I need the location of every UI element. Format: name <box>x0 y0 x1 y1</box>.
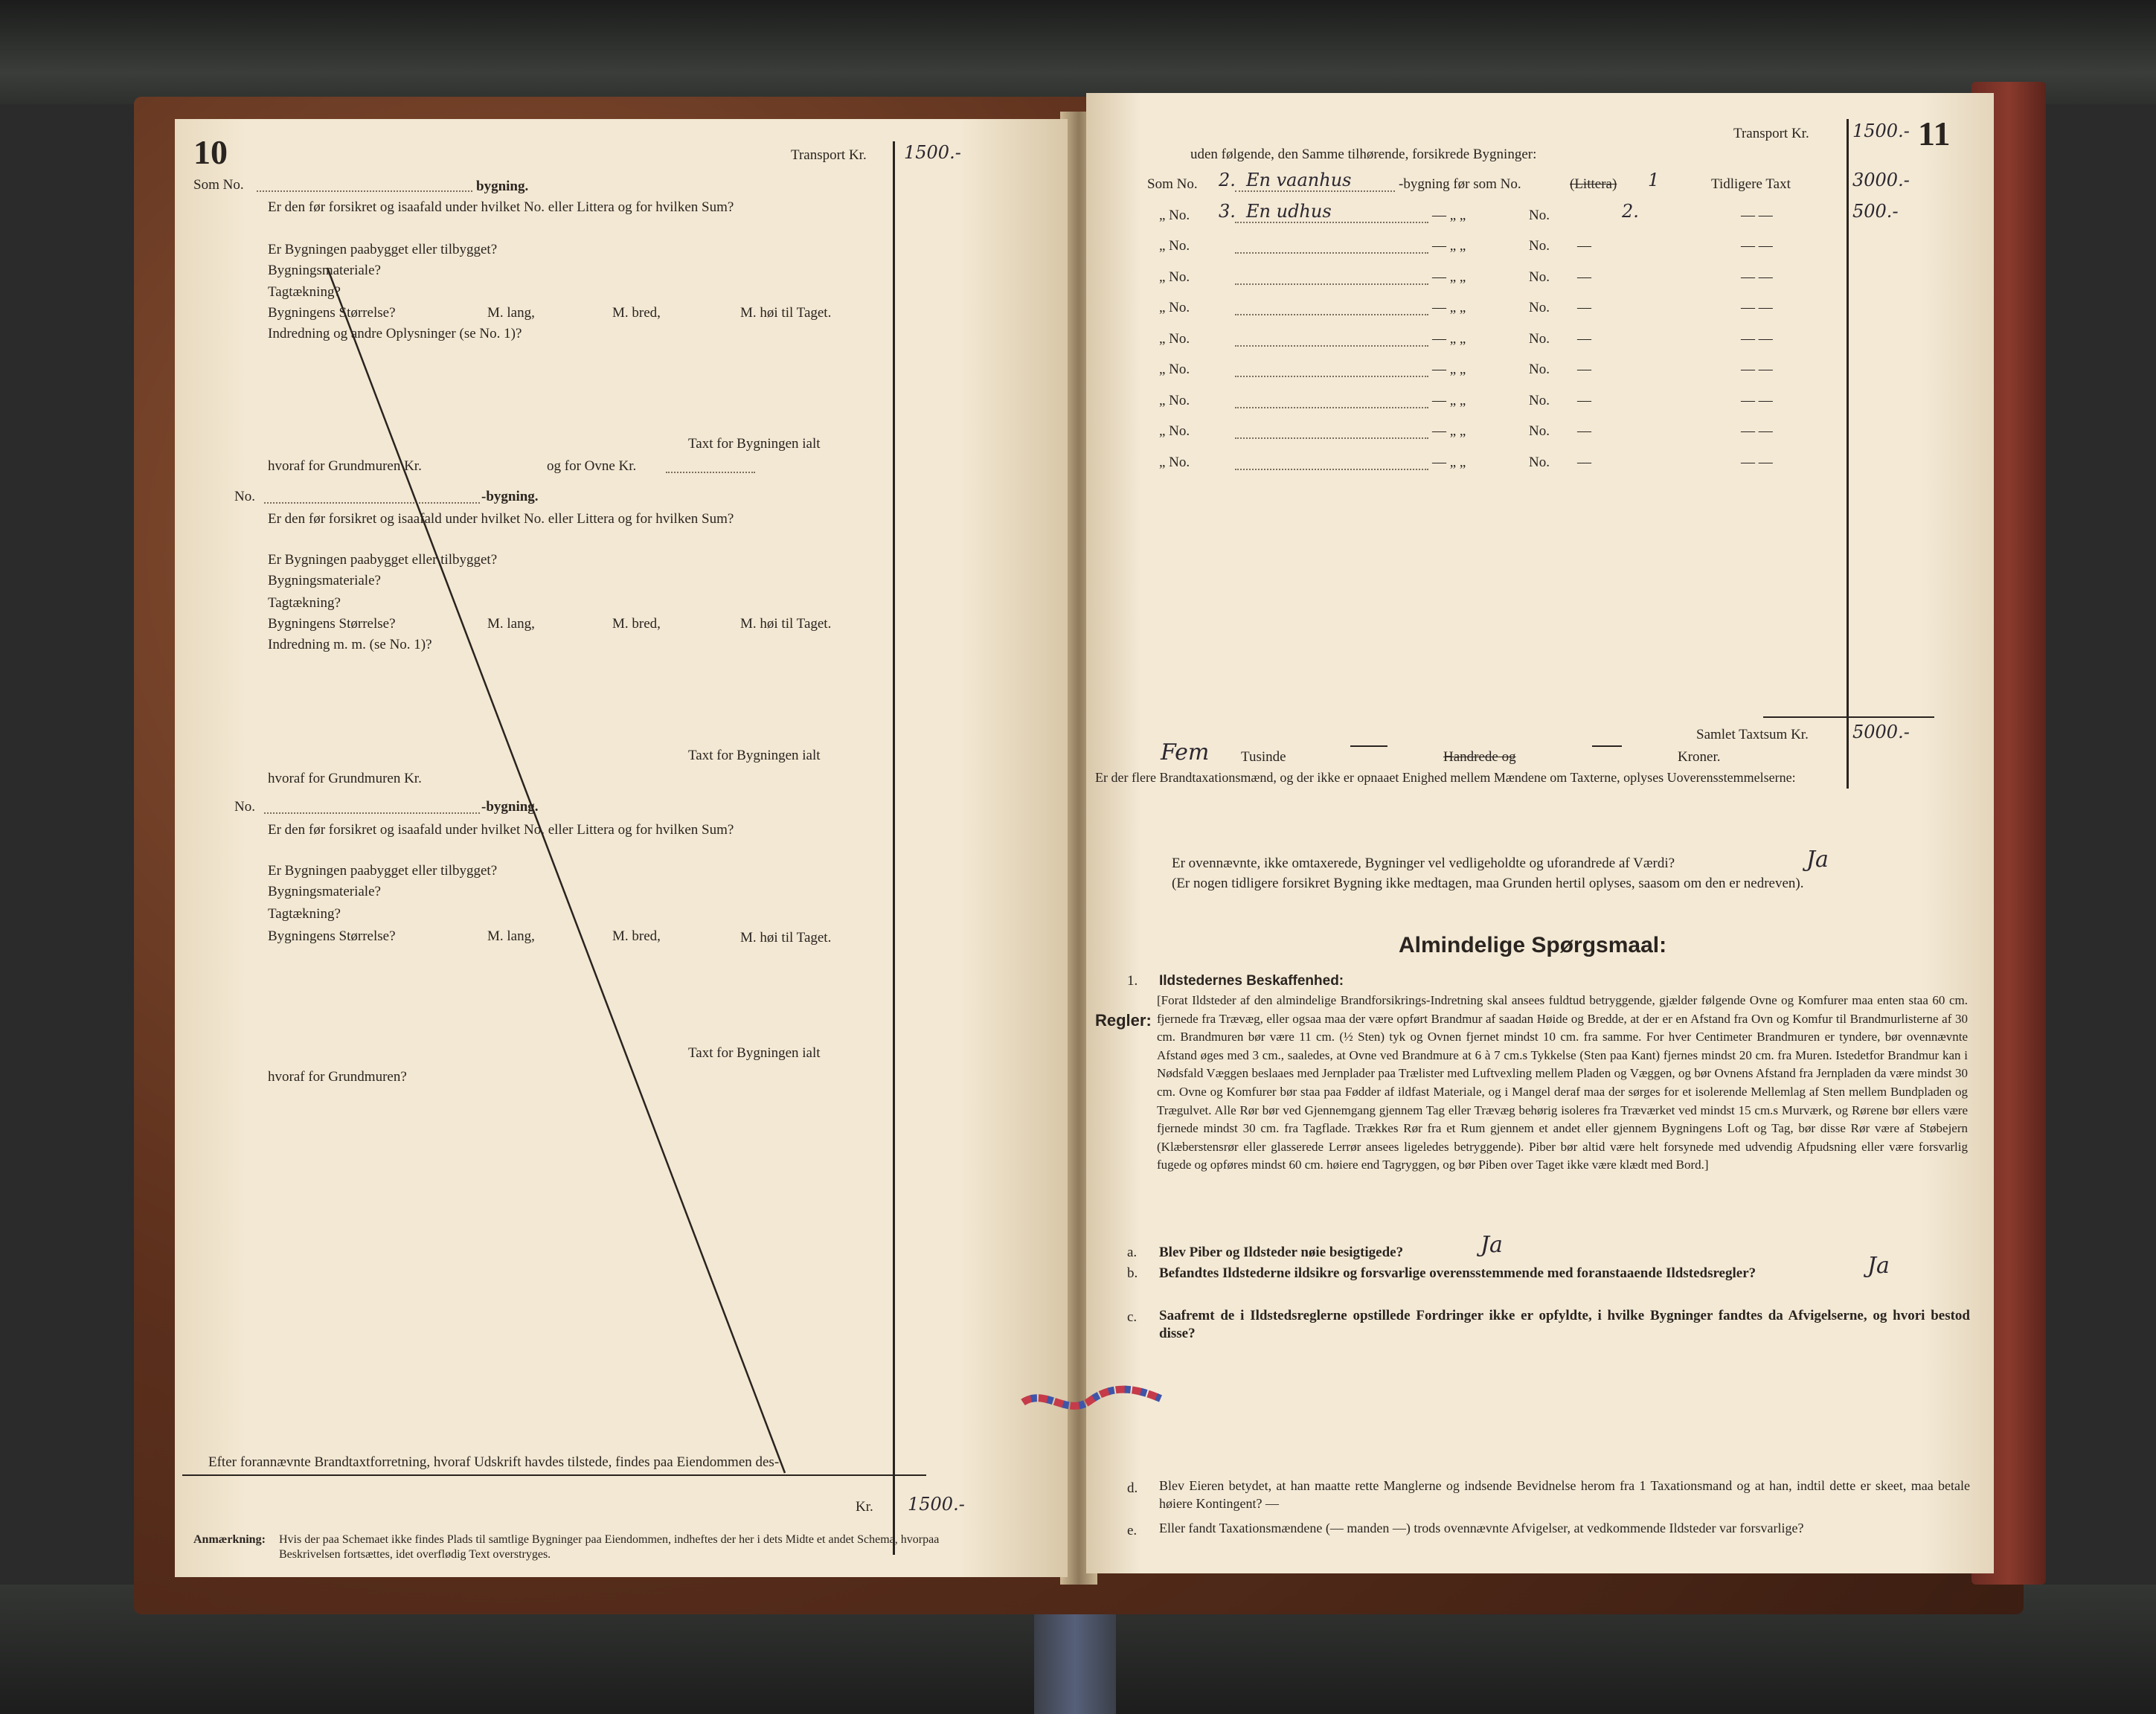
entry2-q-storrelse: Bygningens Størrelse? <box>268 616 396 632</box>
kr-label-left: Kr. <box>856 1499 873 1515</box>
row-prev-no: — <box>1577 331 1591 347</box>
row-blank-line <box>1235 407 1428 408</box>
transport-value-left: 1500.- <box>904 142 961 163</box>
row-prev-no: — <box>1577 455 1591 470</box>
row-blank-line <box>1235 437 1428 439</box>
row-suffix: — „ „ <box>1432 423 1466 439</box>
entry1-som-no: Som No. <box>193 177 244 193</box>
left-page <box>175 119 1068 1577</box>
row-littera: No. <box>1529 455 1550 470</box>
qa-label: a. <box>1127 1245 1138 1260</box>
entry3-hoi: M. høi til Taget. <box>740 930 832 946</box>
row-amount: 500.- <box>1852 201 1899 222</box>
row-tidl: — — <box>1741 362 1773 377</box>
row-number: 2. <box>1219 170 1236 190</box>
row-littera: No. <box>1529 331 1550 347</box>
note-text: Hvis der paa Schemaet ikke findes Plads til samtlige Bygninger paa Eiendommen, indheftes der her i dets Midte et andet Schema, hvorpaa Beskrivelsen fortsættes, idet overflødig Text overstryges. <box>279 1533 940 1561</box>
entry3-q-forsikret: Er den før forsikret og isaafald under hvilket No. eller Littera og for hvilken Sum? <box>268 822 734 838</box>
row-suffix: — „ „ <box>1432 362 1466 377</box>
row-description: En udhus <box>1246 201 1332 222</box>
section-title: Almindelige Spørgsmaal: <box>1399 933 1667 957</box>
qa-text: Blev Piber og Ildsteder nøie besigtigede? <box>1159 1245 1404 1260</box>
qb-text: Befandtes Ildstederne ildsikre og forsvarlige overensstemmende med foranstaaende Ildstedsregler? <box>1159 1265 1756 1281</box>
row-prefix: „ No. <box>1159 300 1190 315</box>
entry2-q-material: Bygningsmateriale? <box>268 573 381 588</box>
row-tidl: — — <box>1741 423 1773 439</box>
row-suffix: — „ „ <box>1432 331 1466 347</box>
intro-text: uden følgende, den Samme tilhørende, forsikrede Bygninger: <box>1190 147 1537 162</box>
row-tidl: — — <box>1741 269 1773 285</box>
entry1-hvoraf: hvoraf for Grundmuren Kr. <box>268 458 422 474</box>
entry3-q-material: Bygningsmateriale? <box>268 884 381 899</box>
row-littera: No. <box>1529 238 1550 254</box>
row-prefix: „ No. <box>1159 423 1190 439</box>
row-blank-line <box>1235 376 1428 377</box>
row-suffix: — „ „ <box>1432 455 1466 470</box>
row-suffix: — „ „ <box>1432 208 1466 223</box>
transport-label-right: Transport Kr. <box>1733 126 1809 141</box>
dash1 <box>1350 745 1387 747</box>
entry3-no: No. <box>234 799 255 815</box>
entry2-hvoraf: hvoraf for Grundmuren Kr. <box>268 771 422 786</box>
entry3-hvoraf: hvoraf for Grundmuren? <box>268 1069 407 1085</box>
entry2-q-tag: Tagtækning? <box>268 595 341 611</box>
tusinde-label: Tusinde <box>1241 749 1286 765</box>
row-number: 3. <box>1219 201 1236 222</box>
qb-answer: Ja <box>1867 1253 1890 1279</box>
row-blank-line <box>1235 252 1428 254</box>
row-littera: No. <box>1529 208 1550 223</box>
kr-value-left: 1500.- <box>908 1494 965 1515</box>
transport-value-right: 1500.- <box>1852 121 1910 141</box>
words-thousands: Fem <box>1161 739 1210 765</box>
entry1-hoi: M. høi til Taget. <box>740 305 832 321</box>
row-blank-line <box>1235 283 1428 285</box>
entry1-q-tag: Tagtækning? <box>268 284 341 300</box>
row-tidl: — — <box>1741 331 1773 347</box>
entry1-ovne: og for Ovne Kr. <box>547 458 637 474</box>
entry1-bred: M. bred, <box>612 305 661 321</box>
entry1-q-forsikret: Er den før forsikret og isaafald under hvilket No. eller Littera og for hvilken Sum? <box>268 199 734 215</box>
vedlige-answer: Ja <box>1806 847 1829 873</box>
row-prefix: Som No. <box>1147 176 1198 192</box>
row-prev-no: — <box>1577 300 1591 315</box>
row-prev-no: — <box>1577 238 1591 254</box>
entry3-q-tag: Tagtækning? <box>268 906 341 922</box>
background-top <box>0 0 2156 104</box>
row-prev-no: — <box>1577 362 1591 377</box>
samlet-value: 5000.- <box>1852 722 1910 742</box>
samlet-label: Samlet Taxtsum Kr. <box>1696 727 1809 742</box>
entry3-taxt: Taxt for Bygningen ialt <box>688 1045 821 1061</box>
row-prev-no: — <box>1577 269 1591 285</box>
entry1-q-indredning: Indredning og andre Oplysninger (se No. 1)? <box>268 326 522 341</box>
entry2-taxt: Taxt for Bygningen ialt <box>688 748 821 763</box>
row-littera: No. <box>1529 423 1550 439</box>
note-label: Anmærkning: <box>193 1533 266 1546</box>
hundrede-label: Handrede og <box>1443 749 1516 765</box>
row-tidl: — — <box>1741 393 1773 408</box>
entry2-q-paabygget: Er Bygningen paabygget eller tilbygget? <box>268 552 498 568</box>
row-tidl: — — <box>1741 238 1773 254</box>
closing-rule <box>182 1474 926 1476</box>
row-prev-no: — <box>1577 393 1591 408</box>
row-suffix: -bygning før som No. <box>1399 176 1521 192</box>
qb-label: b. <box>1127 1265 1138 1281</box>
entry2-lang: M. lang, <box>487 616 535 632</box>
row-blank-line <box>1235 190 1395 192</box>
row-prefix: „ No. <box>1159 269 1190 285</box>
qe-label: e. <box>1127 1523 1138 1538</box>
row-prefix: „ No. <box>1159 362 1190 377</box>
row-prev-no: 1 <box>1648 170 1660 190</box>
entry3-lang: M. lang, <box>487 928 535 944</box>
uenighed-text: Er der flere Brandtaxationsmænd, og der ikke er opnaaet Enighed mellem Mændene om Taxterne, oplyses Uoverensstemmelserne: <box>1095 770 1796 785</box>
row-prev-no: — <box>1577 423 1591 439</box>
row-prefix: „ No. <box>1159 331 1190 347</box>
row-littera: No. <box>1529 300 1550 315</box>
entry1-q-material: Bygningsmateriale? <box>268 263 381 278</box>
row-prefix: „ No. <box>1159 238 1190 254</box>
page-number-left: 10 <box>193 133 228 171</box>
entry2-q-indredning: Indredning m. m. (se No. 1)? <box>268 637 432 652</box>
entry2-bygning: -bygning. <box>481 489 539 504</box>
qd-label: d. <box>1127 1480 1138 1496</box>
closing-text: Efter forannævnte Brandtaxtforretning, hvoraf Udskrift havdes tilstede, findes paa Eiendommen des- <box>208 1454 780 1470</box>
row-blank-line <box>1235 314 1428 315</box>
entry3-q-storrelse: Bygningens Størrelse? <box>268 928 396 944</box>
row-suffix: — „ „ <box>1432 269 1466 285</box>
entry1-q-storrelse: Bygningens Størrelse? <box>268 305 396 321</box>
row-suffix: — „ „ <box>1432 393 1466 408</box>
entry2-q-forsikret: Er den før forsikret og isaafald under hvilket No. eller Littera og for hvilken Sum? <box>268 511 734 527</box>
row-description: En vaanhus <box>1246 170 1352 190</box>
row-tidl: — — <box>1741 455 1773 470</box>
qc-label: c. <box>1127 1309 1138 1325</box>
entry2-hoi: M. høi til Taget. <box>740 616 832 632</box>
entry1-bygning: bygning. <box>476 179 529 194</box>
transport-label-left: Transport Kr. <box>791 147 867 163</box>
row-suffix: — „ „ <box>1432 238 1466 254</box>
rules-text: [Forat Ildsteder af den almindelige Brandforsikrings-Indretning skal ansees fuldtud betryggende, gjælder følgende Ovne og Komfurer maa enten staa 60 cm. fjernede fra Trævæg, eller ogsaa maa der være opført Brandmur af saadan Høide og Bredde, at der er en Afstand fra Ovn og Komfur til Brandmurlisterne af 30 cm. Brandmuren bør være 11 cm. (½ Sten) tyk og Ovnen fjernet mindst 10 cm. fra samme. For hver Centimeter Brandmuren er tyndere, bør ovennævnte Afstand øges med 3 cm., saaledes, at Ovne ved Brandmure at 6 à 7 cm.s Tykkelse (Sten paa Kant) fjernes mindst 20 cm. fra Muren. Istedetfor Brandmur kan i Nødsfald Væggen beslaaes med Jernplader paa Trælister med Luftvexling mellem Pladen og Væggen, og bør Ovnens Afstand fra Jernpladen da være mindst 30 cm. Ovne og Komfurer bør staa paa Fødder af ildfast Materiale, og i Mangel deraf maa der sørges for et isolerende Mellemlag af Sten mellem Bundpladen og Trægulvet. Alle Rør bør ved Gjennemgang gjennem Tag eller Trævæg behørig isoleres fra Træværket ved mindst 15 cm.s Murværk, og Rørene bør ellers være fjernede mindst 30 cm. fra Tagflade. Trækkes Rør fra et Rum gjennem et andet eller gjennem Bygningens Loft og Tag, bør disse Rør være af Støbejern (Klæberstensrør eller glasserede Lerrør ansees ligeledes betryggende). Piber bør altid være helt forsynede med udvendig Afpudsning eller være forsvarlig fugede og opføres mindst 60 cm. høiere end Tagryggen, og bør Piben over Taget ikke være klædt med Bord.] <box>1157 993 1968 1172</box>
right-page <box>1086 93 1994 1573</box>
s1-num: 1. <box>1127 973 1138 989</box>
row-blank-line <box>1235 222 1428 223</box>
page-number-right: 11 <box>1918 115 1951 153</box>
row-tidl: — — <box>1741 300 1773 315</box>
row-amount: 3000.- <box>1852 170 1910 190</box>
qd-text: Blev Eieren betydet, at han maatte rette Manglerne og indsende Bevidnelse herom fra 1 Taxationsmand og at han, indtil dette er skeet, maa betale høiere Kontingent? — <box>1159 1478 1970 1511</box>
row-suffix: — „ „ <box>1432 300 1466 315</box>
row-prev-no: 2. <box>1622 201 1639 222</box>
row-prefix: „ No. <box>1159 455 1190 470</box>
entry2-no: No. <box>234 489 255 504</box>
entry1-q-paabygget: Er Bygningen paabygget eller tilbygget? <box>268 242 498 257</box>
vedlige-question: Er ovennævnte, ikke omtaxerede, Bygninger vel vedligeholdte og uforandrede af Værdi? <box>1172 856 1675 871</box>
vedlige-note: (Er nogen tidligere forsikret Bygning ikke medtagen, maa Grunden hertil oplyses, saasom om den er nedreven). <box>1172 876 1804 891</box>
entry3-q-paabygget: Er Bygningen paabygget eller tilbygget? <box>268 863 498 879</box>
entry1-taxt: Taxt for Bygningen ialt <box>688 436 821 452</box>
dash2 <box>1592 745 1622 747</box>
amount-column-rule-right <box>1847 119 1849 789</box>
binding-thread <box>1016 1380 1172 1425</box>
row-littera: No. <box>1529 393 1550 408</box>
row-tidl: — — <box>1741 208 1773 223</box>
row-prefix: „ No. <box>1159 208 1190 223</box>
kroner-label: Kroner. <box>1678 749 1721 765</box>
entry3-bred: M. bred, <box>612 928 661 944</box>
qa-answer: Ja <box>1480 1232 1503 1258</box>
row-blank-line <box>1235 345 1428 347</box>
row-tidl: Tidligere Taxt <box>1711 176 1791 192</box>
entry1-lang: M. lang, <box>487 305 535 321</box>
row-littera: No. <box>1529 362 1550 377</box>
qe-text: Eller fandt Taxationsmændene (— manden —) trods ovennævnte Afvigelser, at vedkommende Ildsteder var forsvarlige? <box>1159 1521 1804 1535</box>
cancel-diagonal-line <box>175 119 1068 1577</box>
sum-rule <box>1763 716 1934 718</box>
row-prefix: „ No. <box>1159 393 1190 408</box>
qc-text: Saafremt de i Ildstedsreglerne opstillede Fordringer ikke er opfyldte, i hvilke Bygninger fandtes da Afvigelserne, og hvori bestod disse? <box>1159 1308 1970 1341</box>
entry2-bred: M. bred, <box>612 616 661 632</box>
regler-label: Regler: <box>1095 1011 1152 1030</box>
s1-title: Ildstedernes Beskaffenhed: <box>1159 973 1344 989</box>
entry3-bygning: -bygning. <box>481 799 539 815</box>
row-littera: No. <box>1529 269 1550 285</box>
row-littera: (Littera) <box>1570 176 1617 192</box>
row-blank-line <box>1235 469 1428 470</box>
